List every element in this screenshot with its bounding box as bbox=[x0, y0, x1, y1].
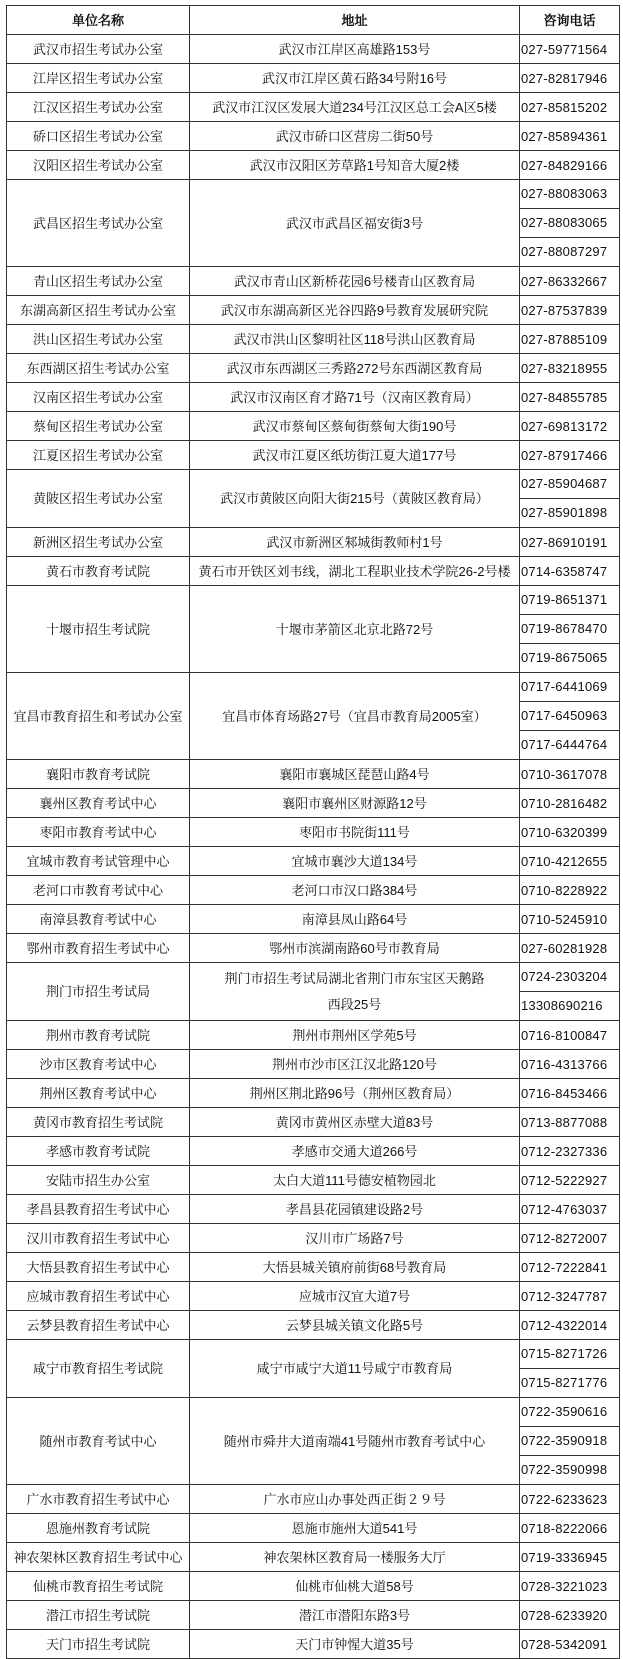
unit-name-cell: 武昌区招生考试办公室 bbox=[7, 180, 190, 267]
phone-number: 0722-3590998 bbox=[520, 1455, 619, 1484]
table-row bbox=[7, 1079, 620, 1108]
address-cell: 武汉市黄陂区向阳大街215号（黄陂区教育局） bbox=[190, 470, 520, 528]
address-cell: 武汉市蔡甸区蔡甸街蔡甸大街190号 bbox=[190, 412, 520, 441]
phone-number: 0715-8271776 bbox=[520, 1368, 619, 1397]
address-cell: 武汉市汉南区育才路71号（汉南区教育局） bbox=[190, 383, 520, 412]
phone-number: 0724-2303204 bbox=[521, 969, 608, 984]
address-cell: 武汉市江夏区纸坊街江夏大道177号 bbox=[190, 441, 520, 470]
phone-cell bbox=[520, 470, 620, 528]
phone-cell bbox=[520, 1398, 620, 1485]
address-cell: 随州市舜井大道南端41号随州市教育考试中心 bbox=[190, 1398, 520, 1485]
unit-name-cell: 咸宁市教育招生考试院 bbox=[7, 1340, 190, 1398]
phone-cell: 0728-6233920 bbox=[520, 1601, 620, 1630]
address-cell: 宜昌市体育场路27号（宜昌市教育局2005室） bbox=[190, 673, 520, 760]
phone-cell: 0719-3336945 bbox=[520, 1543, 620, 1572]
phone-number: 0722-3590616 bbox=[521, 1404, 608, 1419]
unit-name-cell: 江夏区招生考试办公室 bbox=[7, 441, 190, 470]
table-row bbox=[7, 934, 620, 963]
unit-name-cell: 天门市招生考试院 bbox=[7, 1630, 190, 1659]
table-row bbox=[7, 180, 620, 267]
table-row bbox=[7, 1282, 620, 1311]
address-cell: 大悟县城关镇府前街68号教育局 bbox=[190, 1253, 520, 1282]
table-row bbox=[7, 1514, 620, 1543]
phone-cell: 0714-6358747 bbox=[520, 557, 620, 586]
unit-name-cell: 东西湖区招生考试办公室 bbox=[7, 354, 190, 383]
table-row bbox=[7, 412, 620, 441]
unit-name-cell: 广水市教育招生考试中心 bbox=[7, 1485, 190, 1514]
phone-cell: 027-87885109 bbox=[520, 325, 620, 354]
table-row bbox=[7, 151, 620, 180]
unit-name-cell: 黄冈市教育招生考试院 bbox=[7, 1108, 190, 1137]
unit-name-cell: 宜城市教育考试管理中心 bbox=[7, 847, 190, 876]
phone-cell: 0728-5342091 bbox=[520, 1630, 620, 1659]
phone-cell: 027-85815202 bbox=[520, 93, 620, 122]
address-cell: 恩施市施州大道541号 bbox=[190, 1514, 520, 1543]
unit-name-cell: 蔡甸区招生考试办公室 bbox=[7, 412, 190, 441]
address-line: 西段25号 bbox=[327, 996, 382, 1012]
unit-name-cell: 江汉区招生考试办公室 bbox=[7, 93, 190, 122]
table-row bbox=[7, 1253, 620, 1282]
address-cell: 老河口市汉口路384号 bbox=[190, 876, 520, 905]
table-row bbox=[7, 267, 620, 296]
table-row bbox=[7, 35, 620, 64]
address-cell: 武汉市东湖高新区光谷四路9号教育发展研究院 bbox=[190, 296, 520, 325]
unit-name-cell: 青山区招生考试办公室 bbox=[7, 267, 190, 296]
phone-number: 027-88087297 bbox=[520, 237, 619, 266]
phone-number: 0719-8651371 bbox=[521, 592, 608, 607]
phone-cell: 0710-8228922 bbox=[520, 876, 620, 905]
phone-cell: 0712-5222927 bbox=[520, 1166, 620, 1195]
table-row bbox=[7, 1166, 620, 1195]
table-row bbox=[7, 93, 620, 122]
unit-name-cell: 洪山区招生考试办公室 bbox=[7, 325, 190, 354]
phone-cell bbox=[520, 586, 620, 673]
unit-name-cell: 神农架林区教育招生考试中心 bbox=[7, 1543, 190, 1572]
table-row bbox=[7, 1108, 620, 1137]
unit-name-cell: 大悟县教育招生考试中心 bbox=[7, 1253, 190, 1282]
address-cell: 荆州市沙市区江汉北路120号 bbox=[190, 1050, 520, 1079]
unit-name-cell: 襄阳市教育考试院 bbox=[7, 760, 190, 789]
table-row bbox=[7, 64, 620, 93]
table-row bbox=[7, 122, 620, 151]
address-cell: 武汉市江岸区高雄路153号 bbox=[190, 35, 520, 64]
phone-cell: 0722-6233623 bbox=[520, 1485, 620, 1514]
table-row bbox=[7, 818, 620, 847]
phone-number: 0717-6444764 bbox=[520, 730, 619, 759]
phone-cell: 027-86332667 bbox=[520, 267, 620, 296]
phone-cell: 0712-4322014 bbox=[520, 1311, 620, 1340]
phone-cell bbox=[520, 1340, 620, 1398]
table-row bbox=[7, 1224, 620, 1253]
unit-name-cell: 汉南区招生考试办公室 bbox=[7, 383, 190, 412]
phone-cell: 0710-5245910 bbox=[520, 905, 620, 934]
address-cell: 十堰市茅箭区北京北路72号 bbox=[190, 586, 520, 673]
phone-cell: 027-87917466 bbox=[520, 441, 620, 470]
address-cell: 孝感市交通大道266号 bbox=[190, 1137, 520, 1166]
table-row bbox=[7, 1630, 620, 1659]
phone-number: 027-88083065 bbox=[520, 208, 619, 237]
table-body bbox=[7, 35, 620, 1659]
phone-cell bbox=[520, 673, 620, 760]
unit-name-cell: 江岸区招生考试办公室 bbox=[7, 64, 190, 93]
phone-cell: 0712-7222841 bbox=[520, 1253, 620, 1282]
unit-name-cell: 宜昌市教育招生和考试办公室 bbox=[7, 673, 190, 760]
unit-name-cell: 黄石市教育考试院 bbox=[7, 557, 190, 586]
phone-cell bbox=[520, 963, 620, 1021]
address-cell: 武汉市洪山区黎明社区118号洪山区教育局 bbox=[190, 325, 520, 354]
address-cell: 荆州区荆北路96号（荆州区教育局） bbox=[190, 1079, 520, 1108]
address-cell: 神农架林区教育局一楼服务大厅 bbox=[190, 1543, 520, 1572]
address-cell bbox=[190, 963, 520, 1021]
address-cell: 宜城市襄沙大道134号 bbox=[190, 847, 520, 876]
unit-name-cell: 黄陂区招生考试办公室 bbox=[7, 470, 190, 528]
unit-name-cell: 新洲区招生考试办公室 bbox=[7, 528, 190, 557]
address-cell: 武汉市江岸区黄石路34号附16号 bbox=[190, 64, 520, 93]
unit-name-cell: 孝感市教育考试院 bbox=[7, 1137, 190, 1166]
phone-cell: 0710-4212655 bbox=[520, 847, 620, 876]
table-row bbox=[7, 1485, 620, 1514]
address-cell: 仙桃市仙桃大道58号 bbox=[190, 1572, 520, 1601]
table-row bbox=[7, 586, 620, 673]
table-row bbox=[7, 673, 620, 760]
unit-name-cell: 老河口市教育考试中心 bbox=[7, 876, 190, 905]
address-cell: 武汉市新洲区邾城街教师村1号 bbox=[190, 528, 520, 557]
table-row bbox=[7, 296, 620, 325]
address-cell: 黄冈市黄州区赤壁大道83号 bbox=[190, 1108, 520, 1137]
address-cell: 武汉市江汉区发展大道234号江汉区总工会A区5楼 bbox=[190, 93, 520, 122]
unit-name-cell: 荆州区教育考试中心 bbox=[7, 1079, 190, 1108]
unit-name-cell: 应城市教育招生考试中心 bbox=[7, 1282, 190, 1311]
phone-cell: 027-84829166 bbox=[520, 151, 620, 180]
phone-number: 0717-6441069 bbox=[521, 679, 608, 694]
phone-cell: 0716-8453466 bbox=[520, 1079, 620, 1108]
table-row bbox=[7, 789, 620, 818]
phone-number: 0719-8678470 bbox=[520, 614, 619, 643]
address-cell: 咸宁市咸宁大道11号咸宁市教育局 bbox=[190, 1340, 520, 1398]
table-row bbox=[7, 905, 620, 934]
table-row bbox=[7, 1050, 620, 1079]
address-cell: 潜江市潜阳东路3号 bbox=[190, 1601, 520, 1630]
table-row bbox=[7, 470, 620, 528]
unit-name-cell: 鄂州市教育招生考试中心 bbox=[7, 934, 190, 963]
address-cell: 荆州市荆州区学苑5号 bbox=[190, 1021, 520, 1050]
table-row bbox=[7, 383, 620, 412]
address-cell: 太白大道111号德安植物园北 bbox=[190, 1166, 520, 1195]
phone-cell: 027-86910191 bbox=[520, 528, 620, 557]
table-row bbox=[7, 1572, 620, 1601]
unit-name-cell: 硚口区招生考试办公室 bbox=[7, 122, 190, 151]
phone-cell: 0710-3617078 bbox=[520, 760, 620, 789]
header-address: 地址 bbox=[190, 6, 520, 35]
phone-number: 0715-8271726 bbox=[521, 1346, 608, 1361]
address-cell: 襄阳市襄州区财源路12号 bbox=[190, 789, 520, 818]
unit-name-cell: 潜江市招生考试院 bbox=[7, 1601, 190, 1630]
address-cell: 南漳县凤山路64号 bbox=[190, 905, 520, 934]
phone-cell: 0712-2327336 bbox=[520, 1137, 620, 1166]
phone-cell: 027-82817946 bbox=[520, 64, 620, 93]
phone-cell: 0728-3221023 bbox=[520, 1572, 620, 1601]
table-row bbox=[7, 1398, 620, 1485]
address-cell: 武汉市青山区新桥花园6号楼青山区教育局 bbox=[190, 267, 520, 296]
phone-cell: 0718-8222066 bbox=[520, 1514, 620, 1543]
header-phone: 咨询电话 bbox=[520, 6, 620, 35]
address-cell: 枣阳市书院街111号 bbox=[190, 818, 520, 847]
phone-cell: 027-84855785 bbox=[520, 383, 620, 412]
unit-name-cell: 恩施州教育考试院 bbox=[7, 1514, 190, 1543]
table-row bbox=[7, 760, 620, 789]
header-row bbox=[7, 6, 620, 35]
phone-cell: 0716-8100847 bbox=[520, 1021, 620, 1050]
unit-name-cell: 沙市区教育考试中心 bbox=[7, 1050, 190, 1079]
phone-cell: 0712-8272007 bbox=[520, 1224, 620, 1253]
phone-number: 13308690216 bbox=[520, 991, 619, 1020]
phone-number: 027-88083063 bbox=[521, 186, 608, 201]
address-cell: 孝昌县花园镇建设路2号 bbox=[190, 1195, 520, 1224]
address-cell: 云梦县城关镇文化路5号 bbox=[190, 1311, 520, 1340]
address-cell: 黄石市开铁区刘韦线，湖北工程职业技术学院26-2号楼 bbox=[190, 557, 520, 586]
address-cell: 广水市应山办事处西正街２９号 bbox=[190, 1485, 520, 1514]
unit-name-cell: 十堰市招生考试院 bbox=[7, 586, 190, 673]
table-row bbox=[7, 1601, 620, 1630]
phone-cell: 0713-8877088 bbox=[520, 1108, 620, 1137]
phone-cell: 0712-3247787 bbox=[520, 1282, 620, 1311]
phone-cell: 0716-4313766 bbox=[520, 1050, 620, 1079]
table-row bbox=[7, 1311, 620, 1340]
table-row bbox=[7, 1195, 620, 1224]
phone-number: 0719-8675065 bbox=[520, 643, 619, 672]
phone-cell: 027-59771564 bbox=[520, 35, 620, 64]
phone-cell bbox=[520, 180, 620, 267]
table-row bbox=[7, 1021, 620, 1050]
phone-cell: 0710-6320399 bbox=[520, 818, 620, 847]
contact-table bbox=[6, 5, 620, 1659]
unit-name-cell: 汉川市教育招生考试中心 bbox=[7, 1224, 190, 1253]
unit-name-cell: 南漳县教育考试中心 bbox=[7, 905, 190, 934]
unit-name-cell: 东湖高新区招生考试办公室 bbox=[7, 296, 190, 325]
unit-name-cell: 枣阳市教育考试中心 bbox=[7, 818, 190, 847]
table-row bbox=[7, 1543, 620, 1572]
phone-number: 027-85901898 bbox=[520, 498, 619, 527]
unit-name-cell: 武汉市招生考试办公室 bbox=[7, 35, 190, 64]
address-cell: 汉川市广场路7号 bbox=[190, 1224, 520, 1253]
unit-name-cell: 云梦县教育招生考试中心 bbox=[7, 1311, 190, 1340]
unit-name-cell: 孝昌县教育招生考试中心 bbox=[7, 1195, 190, 1224]
address-cell: 襄阳市襄城区琵琶山路4号 bbox=[190, 760, 520, 789]
table-row bbox=[7, 557, 620, 586]
header-unit-name: 单位名称 bbox=[7, 6, 190, 35]
table-row bbox=[7, 354, 620, 383]
unit-name-cell: 随州市教育考试中心 bbox=[7, 1398, 190, 1485]
address-cell: 武汉市武昌区福安街3号 bbox=[190, 180, 520, 267]
phone-number: 027-85904687 bbox=[521, 476, 608, 491]
unit-name-cell: 仙桃市教育招生考试院 bbox=[7, 1572, 190, 1601]
address-cell: 武汉市硚口区营房二街50号 bbox=[190, 122, 520, 151]
table-row bbox=[7, 876, 620, 905]
unit-name-cell: 安陆市招生办公室 bbox=[7, 1166, 190, 1195]
address-cell: 应城市汉宜大道7号 bbox=[190, 1282, 520, 1311]
address-line: 荆门市招生考试局湖北省荆门市东宝区天鹅路 bbox=[224, 970, 485, 986]
phone-cell: 027-85894361 bbox=[520, 122, 620, 151]
table-row bbox=[7, 963, 620, 1021]
phone-cell: 027-87537839 bbox=[520, 296, 620, 325]
unit-name-cell: 荆州市教育考试院 bbox=[7, 1021, 190, 1050]
unit-name-cell: 襄州区教育考试中心 bbox=[7, 789, 190, 818]
unit-name-cell: 汉阳区招生考试办公室 bbox=[7, 151, 190, 180]
table-row bbox=[7, 1340, 620, 1398]
address-cell: 鄂州市滨湖南路60号市教育局 bbox=[190, 934, 520, 963]
phone-cell: 027-60281928 bbox=[520, 934, 620, 963]
phone-number: 0717-6450963 bbox=[520, 701, 619, 730]
phone-number: 0722-3590918 bbox=[520, 1426, 619, 1455]
phone-cell: 0712-4763037 bbox=[520, 1195, 620, 1224]
unit-name-cell: 荆门市招生考试局 bbox=[7, 963, 190, 1021]
address-cell: 天门市钟惺大道35号 bbox=[190, 1630, 520, 1659]
table-row bbox=[7, 1137, 620, 1166]
phone-cell: 0710-2816482 bbox=[520, 789, 620, 818]
table-row bbox=[7, 441, 620, 470]
phone-cell: 027-83218955 bbox=[520, 354, 620, 383]
address-cell: 武汉市东西湖区三秀路272号东西湖区教育局 bbox=[190, 354, 520, 383]
table-row bbox=[7, 325, 620, 354]
table-row bbox=[7, 847, 620, 876]
table-row bbox=[7, 528, 620, 557]
phone-cell: 027-69813172 bbox=[520, 412, 620, 441]
address-cell: 武汉市汉阳区芳草路1号知音大厦2楼 bbox=[190, 151, 520, 180]
